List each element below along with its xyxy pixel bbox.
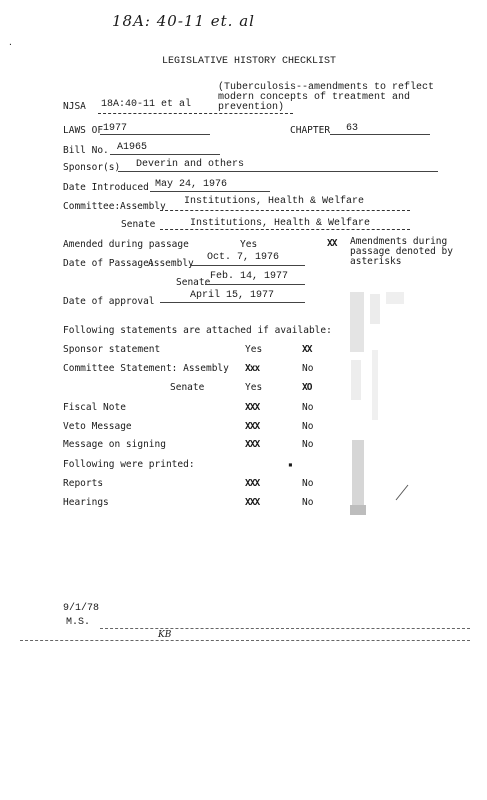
amendments-note-line-3: asterisks	[350, 256, 402, 267]
footer-dashed-line-2	[20, 640, 470, 641]
footer-dashed-line-1	[100, 628, 470, 629]
statement-fiscal-note-yes: XXX	[245, 402, 260, 413]
printed-heading: Following were printed:	[63, 459, 195, 470]
amended-label: Amended during passage	[63, 239, 189, 250]
statement-signing-no: No	[302, 439, 314, 450]
passage-senate-label: Senate	[176, 277, 211, 288]
statement-sponsor-yes: Yes	[245, 344, 263, 355]
date-introduced-value: May 24, 1976	[155, 179, 228, 190]
sponsor-underline	[118, 171, 438, 172]
passage-assembly-underline	[190, 265, 305, 266]
chapter-label: CHAPTER	[290, 125, 331, 136]
subject-description	[218, 83, 434, 113]
statement-veto-no: No	[302, 421, 314, 432]
statement-committee-assembly-yes: Xxx	[245, 363, 260, 374]
footer-date: 9/1/78	[63, 603, 100, 614]
statement-reports-yes: XXX	[245, 478, 260, 489]
passage-assembly-value: Oct. 7, 1976	[207, 252, 280, 263]
laws-of-underline	[100, 134, 210, 135]
bill-label: Bill No.	[63, 145, 109, 156]
statement-reports-label: Reports	[63, 478, 104, 489]
committee-label: Committee:	[63, 201, 121, 212]
subject-line-2: modern concepts of treatment and	[218, 92, 411, 103]
njsa-underline	[98, 113, 293, 114]
amended-mark: XX	[327, 238, 337, 249]
statement-committee-assembly-no: No	[302, 363, 314, 374]
statement-signing-yes: XXX	[245, 439, 260, 450]
passage-senate-underline	[205, 284, 305, 285]
laws-of-value: 1977	[103, 123, 128, 134]
approval-underline	[160, 302, 305, 303]
stray-mark: ▪	[288, 460, 293, 469]
statements-heading: Following statements are attached if available:	[63, 325, 332, 336]
sponsor-label: Sponsor(s)	[63, 162, 121, 173]
statement-committee-senate-yes: Yes	[245, 382, 263, 393]
statement-hearings-yes: XXX	[245, 497, 260, 508]
amended-yes: Yes	[240, 239, 258, 250]
statement-committee-senate-label: Senate	[170, 382, 205, 393]
date-introduced-underline	[150, 191, 270, 192]
bill-value: A1965	[117, 142, 148, 153]
bill-underline	[110, 154, 220, 155]
statement-committee-assembly-label: Committee Statement: Assembly	[63, 363, 229, 374]
statement-reports-no: No	[302, 478, 314, 489]
margin-mark: ·	[8, 40, 13, 49]
committee-assembly-label: Assembly	[120, 201, 166, 212]
statement-fiscal-note-no: No	[302, 402, 314, 413]
njsa-value: 18A:40-11 et al	[101, 99, 192, 110]
statement-hearings-no: No	[302, 497, 314, 508]
committee-senate-label: Senate	[121, 219, 156, 230]
approval-value: April 15, 1977	[190, 290, 275, 301]
statement-hearings-label: Hearings	[63, 497, 109, 508]
amendments-note-line-1: Amendments during	[350, 236, 448, 247]
date-introduced-label: Date Introduced	[63, 182, 149, 193]
amendments-note-line-2: passage denoted by	[350, 246, 453, 257]
subject-line-3: prevention)	[218, 102, 285, 113]
committee-senate-underline	[160, 229, 410, 230]
passage-label: Date of Passage:	[63, 258, 155, 269]
statement-signing-label: Message on signing	[63, 439, 166, 450]
page-title: LEGISLATIVE HISTORY CHECKLIST	[162, 56, 337, 67]
laws-of-label: LAWS OF	[63, 125, 104, 136]
chapter-underline	[330, 134, 430, 135]
approval-label: Date of approval	[63, 296, 155, 307]
passage-assembly-label: Assembly	[148, 258, 194, 269]
subject-line-1: (Tuberculosis--amendments to reflect	[218, 82, 435, 93]
njsa-label: NJSA	[63, 101, 86, 112]
statement-sponsor-no: XX	[302, 344, 312, 355]
footer-ms-label: M.S.	[66, 617, 91, 628]
committee-assembly-underline	[160, 210, 410, 211]
handwritten-reference: 18A: 40-11 et. al	[112, 12, 255, 30]
passage-senate-value: Feb. 14, 1977	[210, 271, 289, 282]
chapter-value: 63	[346, 123, 359, 134]
statement-sponsor-label: Sponsor statement	[63, 344, 161, 355]
committee-senate-value: Institutions, Health & Welfare	[190, 218, 371, 229]
statement-committee-senate-no: XO	[302, 382, 312, 393]
statement-veto-label: Veto Message	[63, 421, 132, 432]
committee-assembly-value: Institutions, Health & Welfare	[184, 196, 365, 207]
sponsor-value: Deverin and others	[136, 159, 245, 170]
statement-fiscal-note-label: Fiscal Note	[63, 402, 126, 413]
received-stamp	[346, 290, 416, 520]
statement-veto-yes: XXX	[245, 421, 260, 432]
amendments-note	[350, 237, 453, 267]
footer-initials: KB	[158, 630, 172, 640]
